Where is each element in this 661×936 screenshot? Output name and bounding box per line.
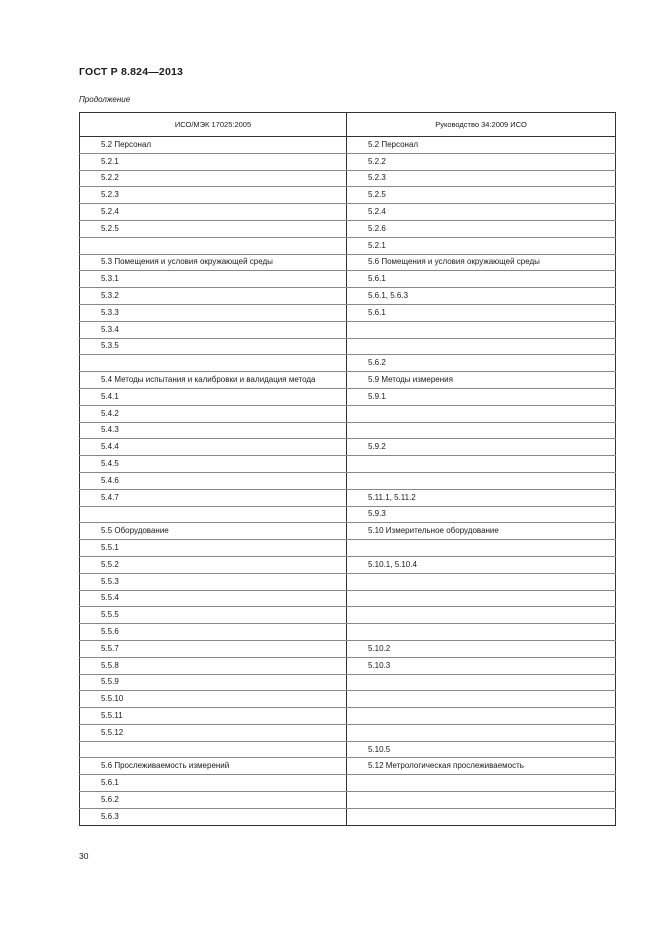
cell-iso-iec-17025: 5.4.7 <box>80 489 347 506</box>
cell-iso-iec-17025: 5.4.4 <box>80 439 347 456</box>
cell-iso-iec-17025: 5.6.1 <box>80 775 347 792</box>
cell-iso-iec-17025: 5.5.10 <box>80 691 347 708</box>
table-row <box>80 758 616 775</box>
cell-iso-iec-17025: 5.4.5 <box>80 456 347 473</box>
cell-iso-iec-17025: 5.6.3 <box>80 808 347 825</box>
cell-iso-iec-17025: 5.5.9 <box>80 674 347 691</box>
table-row <box>80 372 616 389</box>
cell-iso-iec-17025 <box>80 741 347 758</box>
cell-iso-iec-17025: 5.5.2 <box>80 556 347 573</box>
cell-guide-34 <box>347 590 616 607</box>
table-row <box>80 573 616 590</box>
table-row <box>80 741 616 758</box>
cell-iso-iec-17025: 5.2.3 <box>80 187 347 204</box>
table-row <box>80 556 616 573</box>
cell-guide-34: 5.2.2 <box>347 153 616 170</box>
cell-iso-iec-17025: 5.3.2 <box>80 288 347 305</box>
cell-guide-34 <box>347 691 616 708</box>
cell-guide-34: 5.9 Методы измерения <box>347 372 616 389</box>
table-row <box>80 355 616 372</box>
column-header-iso-iec-17025: ИСО/МЭК 17025:2005 <box>80 113 347 137</box>
cell-iso-iec-17025: 5.3.1 <box>80 271 347 288</box>
cell-guide-34: 5.2 Персонал <box>347 137 616 154</box>
cell-iso-iec-17025: 5.3.5 <box>80 338 347 355</box>
table-row <box>80 204 616 221</box>
cell-iso-iec-17025: 5.4.3 <box>80 422 347 439</box>
cell-guide-34 <box>347 405 616 422</box>
table-row <box>80 456 616 473</box>
page-number: 30 <box>79 851 89 861</box>
cell-guide-34: 5.12 Метрологическая прослеживаемость <box>347 758 616 775</box>
cell-guide-34 <box>347 674 616 691</box>
correspondence-table <box>79 112 616 826</box>
cell-iso-iec-17025: 5.4.6 <box>80 472 347 489</box>
table-row <box>80 724 616 741</box>
table-row <box>80 405 616 422</box>
cell-iso-iec-17025: 5.5.7 <box>80 640 347 657</box>
cell-guide-34: 5.2.4 <box>347 204 616 221</box>
cell-guide-34: 5.6 Помещения и условия окружающей среды <box>347 254 616 271</box>
cell-guide-34: 5.6.1, 5.6.3 <box>347 288 616 305</box>
table-row <box>80 439 616 456</box>
cell-guide-34: 5.9.2 <box>347 439 616 456</box>
cell-iso-iec-17025: 5.2.5 <box>80 220 347 237</box>
cell-iso-iec-17025: 5.6.2 <box>80 792 347 809</box>
cell-iso-iec-17025: 5.3.3 <box>80 304 347 321</box>
continuation-label: Продолжение <box>79 95 131 104</box>
cell-guide-34: 5.6.1 <box>347 271 616 288</box>
column-header-guide-34: Руководство 34:2009 ИСО <box>347 113 616 137</box>
cell-guide-34 <box>347 338 616 355</box>
cell-guide-34 <box>347 573 616 590</box>
cell-guide-34 <box>347 808 616 825</box>
cell-guide-34: 5.11.1, 5.11.2 <box>347 489 616 506</box>
cell-iso-iec-17025: 5.2.1 <box>80 153 347 170</box>
cell-iso-iec-17025: 5.5.3 <box>80 573 347 590</box>
cell-guide-34: 5.2.1 <box>347 237 616 254</box>
cell-guide-34 <box>347 724 616 741</box>
document-title: ГОСТ Р 8.824—2013 <box>79 66 184 78</box>
table-row <box>80 388 616 405</box>
cell-iso-iec-17025: 5.5.11 <box>80 708 347 725</box>
table-row <box>80 170 616 187</box>
table-row <box>80 624 616 641</box>
table-row <box>80 489 616 506</box>
cell-guide-34 <box>347 775 616 792</box>
cell-guide-34 <box>347 540 616 557</box>
table-row <box>80 590 616 607</box>
cell-iso-iec-17025: 5.5.12 <box>80 724 347 741</box>
table-row <box>80 607 616 624</box>
cell-guide-34: 5.10 Измерительное оборудование <box>347 523 616 540</box>
table-row <box>80 657 616 674</box>
cell-iso-iec-17025: 5.5.4 <box>80 590 347 607</box>
table-row <box>80 808 616 825</box>
cell-iso-iec-17025: 5.4.2 <box>80 405 347 422</box>
table-row <box>80 472 616 489</box>
table-row <box>80 187 616 204</box>
table-row <box>80 321 616 338</box>
cell-guide-34: 5.10.2 <box>347 640 616 657</box>
cell-guide-34: 5.9.1 <box>347 388 616 405</box>
cell-iso-iec-17025: 5.3.4 <box>80 321 347 338</box>
table-row <box>80 775 616 792</box>
table-body <box>80 137 616 826</box>
cell-iso-iec-17025: 5.2.4 <box>80 204 347 221</box>
table-row <box>80 338 616 355</box>
cell-guide-34 <box>347 321 616 338</box>
cell-iso-iec-17025: 5.4 Методы испытания и калибровки и валидация метода <box>80 372 347 389</box>
table-row <box>80 288 616 305</box>
cell-guide-34: 5.2.3 <box>347 170 616 187</box>
cell-guide-34: 5.10.3 <box>347 657 616 674</box>
cell-guide-34 <box>347 607 616 624</box>
cell-iso-iec-17025 <box>80 506 347 523</box>
cell-guide-34 <box>347 422 616 439</box>
table-row <box>80 153 616 170</box>
table-header-row <box>80 113 616 137</box>
table-row <box>80 523 616 540</box>
cell-iso-iec-17025: 5.5.5 <box>80 607 347 624</box>
table-row <box>80 220 616 237</box>
table-row <box>80 674 616 691</box>
table-row <box>80 708 616 725</box>
table-row <box>80 422 616 439</box>
table-row <box>80 271 616 288</box>
cell-iso-iec-17025: 5.2 Персонал <box>80 137 347 154</box>
cell-guide-34 <box>347 472 616 489</box>
table-row <box>80 640 616 657</box>
cell-iso-iec-17025: 5.5 Оборудование <box>80 523 347 540</box>
cell-iso-iec-17025: 5.5.1 <box>80 540 347 557</box>
cell-guide-34: 5.9.3 <box>347 506 616 523</box>
cell-guide-34: 5.6.1 <box>347 304 616 321</box>
table-row <box>80 540 616 557</box>
table-row <box>80 792 616 809</box>
cell-iso-iec-17025: 5.6 Прослеживаемость измерений <box>80 758 347 775</box>
cell-guide-34 <box>347 456 616 473</box>
cell-iso-iec-17025: 5.2.2 <box>80 170 347 187</box>
cell-iso-iec-17025 <box>80 355 347 372</box>
cell-iso-iec-17025: 5.4.1 <box>80 388 347 405</box>
table-row <box>80 304 616 321</box>
cell-guide-34 <box>347 792 616 809</box>
cell-guide-34: 5.2.6 <box>347 220 616 237</box>
cell-guide-34: 5.6.2 <box>347 355 616 372</box>
cell-guide-34 <box>347 624 616 641</box>
cell-guide-34: 5.2.5 <box>347 187 616 204</box>
table-row <box>80 137 616 154</box>
cell-guide-34: 5.10.1, 5.10.4 <box>347 556 616 573</box>
table-row <box>80 691 616 708</box>
table-row <box>80 237 616 254</box>
table-row <box>80 506 616 523</box>
cell-iso-iec-17025 <box>80 237 347 254</box>
table-row <box>80 254 616 271</box>
cell-iso-iec-17025: 5.5.8 <box>80 657 347 674</box>
cell-guide-34 <box>347 708 616 725</box>
cell-iso-iec-17025: 5.5.6 <box>80 624 347 641</box>
cell-guide-34: 5.10.5 <box>347 741 616 758</box>
cell-iso-iec-17025: 5.3 Помещения и условия окружающей среды <box>80 254 347 271</box>
